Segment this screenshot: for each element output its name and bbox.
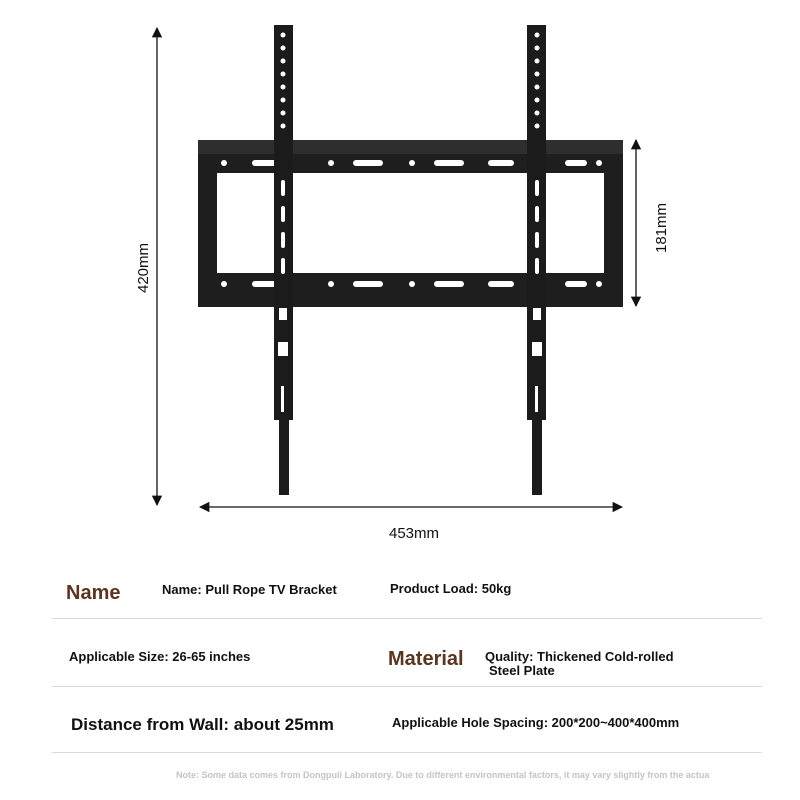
material-line-2: Steel Plate bbox=[489, 663, 555, 678]
distance-from-wall: Distance from Wall: about 25mm bbox=[71, 715, 334, 734]
material-line-1: Quality: Thickened Cold-rolled bbox=[485, 649, 674, 664]
product-load: Product Load: 50kg bbox=[390, 581, 512, 596]
left-mounting-arm bbox=[274, 25, 293, 495]
row-divider bbox=[52, 618, 762, 619]
name-title: Name bbox=[66, 582, 121, 604]
right-mounting-arm bbox=[527, 25, 546, 495]
height-label: 420mm bbox=[135, 242, 152, 294]
row-divider bbox=[52, 686, 762, 687]
plate-height-label: 181mm bbox=[653, 202, 670, 254]
width-label: 453mm bbox=[388, 525, 440, 542]
hole-spacing: Applicable Hole Spacing: 200*200~400*400mm bbox=[392, 715, 680, 730]
applicable-size: Applicable Size: 26-65 inches bbox=[69, 649, 251, 664]
wall-plate bbox=[198, 140, 623, 307]
material-title: Material bbox=[388, 648, 464, 670]
name-value: Name: Pull Rope TV Bracket bbox=[162, 582, 337, 597]
row-divider bbox=[52, 752, 762, 753]
footnote: Note: Some data comes from Dongpuli Laboratory. Due to different environmental factors, it may vary slightly from the actua bbox=[176, 770, 710, 780]
